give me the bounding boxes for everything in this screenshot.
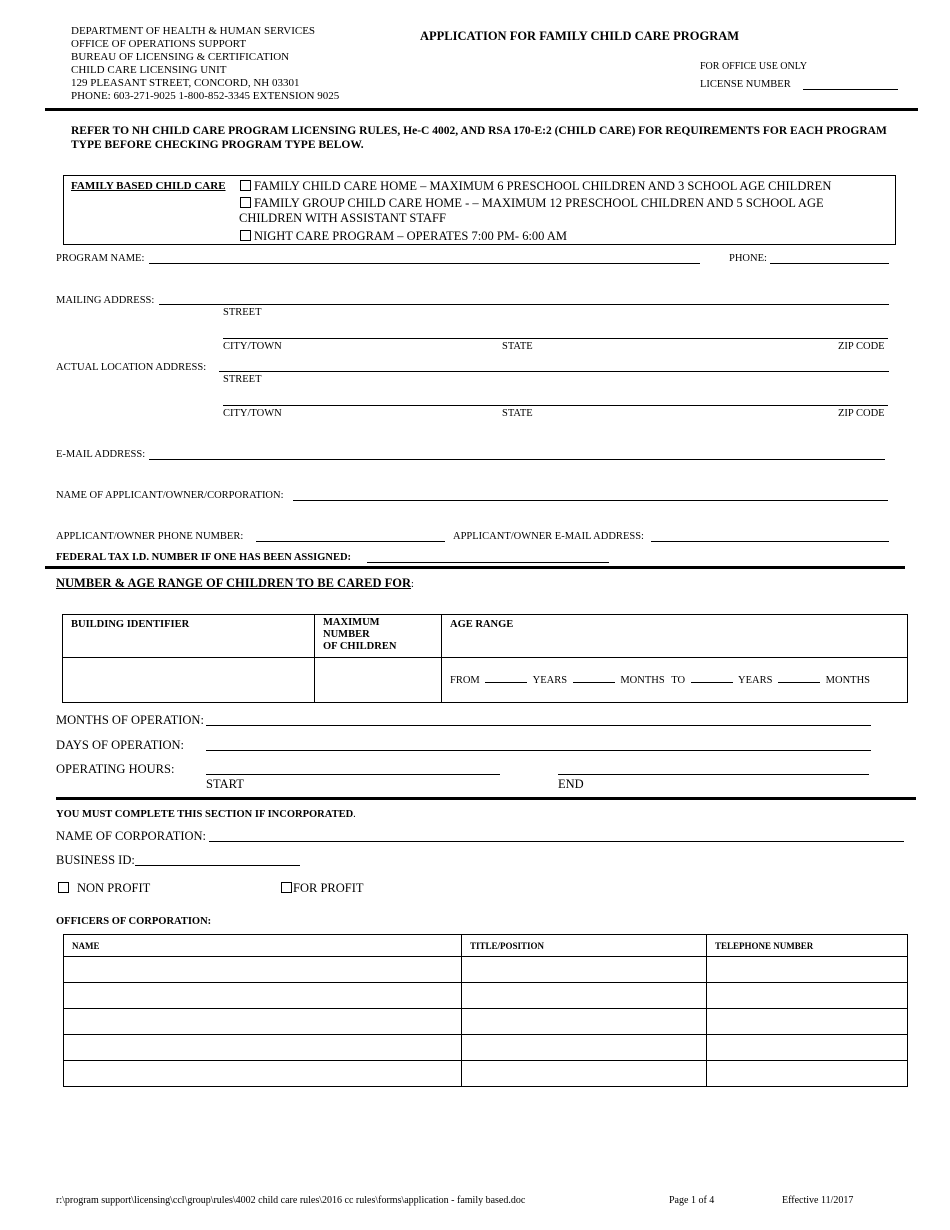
officer-name-cell[interactable] [64, 1009, 462, 1035]
option-family-group-child-care-home[interactable] [240, 196, 824, 211]
option-label: FAMILY GROUP CHILD CARE HOME - – MAXIMUM 12 PRESCHOOL CHILDREN AND 5 SCHOOL AGE [254, 196, 824, 210]
children-section-heading [56, 574, 414, 592]
footer-effective-date: Effective 11/2017 [782, 1195, 854, 1206]
option-night-care[interactable] [240, 229, 567, 244]
corporation-name-field[interactable] [209, 841, 904, 842]
officer-name-cell[interactable] [64, 957, 462, 983]
max-children-header-line: NUMBER [323, 629, 370, 640]
state-caption: STATE [502, 341, 533, 352]
address-line: OFFICE OF OPERATIONS SUPPORT [71, 38, 247, 50]
mailing-city-state-zip-field[interactable] [223, 338, 888, 339]
officer-name-cell[interactable] [64, 983, 462, 1009]
department-address-block [71, 25, 339, 103]
table-row [64, 1061, 908, 1087]
applicant-name-label: NAME OF APPLICANT/OWNER/CORPORATION: [56, 490, 284, 501]
corporation-heading [56, 804, 356, 822]
max-children-header-line: OF CHILDREN [323, 641, 397, 652]
address-line: BUREAU OF LICENSING & CERTIFICATION [71, 51, 290, 63]
officer-phone-cell[interactable] [707, 983, 908, 1009]
applicant-name-field[interactable] [293, 500, 888, 501]
from-label: FROM [450, 674, 480, 686]
table-row [64, 1009, 908, 1035]
officer-title-cell[interactable] [462, 1061, 707, 1087]
months-operation-label: MONTHS OF OPERATION: [56, 713, 204, 727]
end-caption: END [558, 777, 584, 791]
officer-title-cell[interactable] [462, 983, 707, 1009]
address-line: DEPARTMENT OF HEALTH & HUMAN SERVICES [71, 25, 316, 37]
for-profit-checkbox[interactable] [281, 882, 292, 893]
checkbox-night-care[interactable] [240, 230, 251, 241]
header-divider [45, 108, 918, 111]
applicant-phone-field[interactable] [256, 541, 445, 542]
children-heading-text: NUMBER & AGE RANGE OF CHILDREN TO BE CARED FOR [56, 576, 412, 590]
applicant-email-label: APPLICANT/OWNER E-MAIL ADDRESS: [453, 531, 644, 542]
non-profit-label: NON PROFIT [77, 881, 151, 895]
days-operation-label: DAYS OF OPERATION: [56, 738, 185, 752]
building-identifier-header: BUILDING IDENTIFIER [63, 615, 315, 658]
table-row [64, 1035, 908, 1061]
state-caption: STATE [502, 408, 533, 419]
years-label: YEARS [737, 674, 773, 686]
federal-tax-label: FEDERAL TAX I.D. NUMBER IF ONE HAS BEEN ASSIGNED: [56, 552, 352, 563]
street-caption: STREET [223, 374, 262, 385]
officer-title-header: TITLE/POSITION [462, 935, 707, 957]
license-number-field[interactable] [803, 89, 898, 90]
max-children-header [315, 615, 442, 658]
business-id-field[interactable] [135, 865, 300, 866]
to-label: TO [671, 674, 686, 686]
start-time-field[interactable] [206, 774, 500, 775]
family-based-label: FAMILY BASED CHILD CARE [71, 180, 226, 192]
business-id-label: BUSINESS ID: [56, 853, 135, 867]
checkbox-family-group-child-care-home[interactable] [240, 197, 251, 208]
section-divider [56, 797, 916, 800]
office-use-label: FOR OFFICE USE ONLY [700, 61, 808, 72]
refer-instructions: REFER TO NH CHILD CARE PROGRAM LICENSING RULES, He-C 4002, AND RSA 170-E:2 (CHILD CARE) FOR REQUIREMENTS FOR EACH PROGRAM TYPE BEFORE CHECKING PROGRAM TYPE BELOW. [71, 125, 887, 151]
from-years-field[interactable] [485, 682, 527, 683]
option-label: NIGHT CARE PROGRAM – OPERATES 7:00 PM- 6:00 AM [254, 229, 568, 243]
address-line: CHILD CARE LICENSING UNIT [71, 64, 227, 76]
footer-file-path: r:\program support\licensing\ccl\group\rules\4002 child care rules\2016 cc rules\forms\application - family based.doc [56, 1195, 526, 1206]
phone-field[interactable] [770, 263, 889, 264]
federal-tax-field[interactable] [367, 562, 609, 563]
license-number-label: LICENSE NUMBER [700, 79, 791, 90]
months-operation-field[interactable] [206, 725, 871, 726]
mailing-address-label: MAILING ADDRESS: [56, 295, 155, 306]
section-divider [45, 566, 905, 569]
zip-code-caption: ZIP CODE [838, 408, 885, 419]
start-caption: START [206, 777, 244, 791]
non-profit-option[interactable] [58, 881, 150, 896]
years-label: YEARS [532, 674, 568, 686]
officer-name-cell[interactable] [64, 1061, 462, 1087]
city-town-caption: CITY/TOWN [223, 341, 282, 352]
table-row [64, 983, 908, 1009]
officer-name-header: NAME [64, 935, 462, 957]
to-months-field[interactable] [778, 682, 820, 683]
age-range-cell [442, 658, 908, 703]
address-line: PHONE: 603-271-9025 1-800-852-3345 EXTENSION 9025 [71, 90, 340, 102]
city-town-caption: CITY/TOWN [223, 408, 282, 419]
officer-phone-cell[interactable] [707, 1035, 908, 1061]
program-name-field[interactable] [149, 263, 700, 264]
officer-phone-header: TELEPHONE NUMBER [707, 935, 908, 957]
corporation-heading-text: YOU MUST COMPLETE THIS SECTION IF INCORPORATED [56, 809, 354, 820]
to-years-field[interactable] [691, 682, 733, 683]
checkbox-family-child-care-home[interactable] [240, 180, 251, 191]
officer-phone-cell[interactable] [707, 1009, 908, 1035]
actual-location-label: ACTUAL LOCATION ADDRESS: [56, 362, 207, 373]
end-time-field[interactable] [558, 774, 869, 775]
for-profit-option[interactable] [281, 881, 364, 896]
non-profit-checkbox[interactable] [58, 882, 69, 893]
table-row [64, 957, 908, 983]
max-children-cell[interactable] [315, 658, 442, 703]
building-identifier-cell[interactable] [63, 658, 315, 703]
officer-phone-cell[interactable] [707, 1061, 908, 1087]
officer-name-cell[interactable] [64, 1035, 462, 1061]
children-table [62, 614, 908, 703]
applicant-phone-label: APPLICANT/OWNER PHONE NUMBER: [56, 531, 244, 542]
officer-title-cell[interactable] [462, 1035, 707, 1061]
officers-table [63, 934, 908, 1087]
months-label: MONTHS [825, 674, 871, 686]
footer-page-number: Page 1 of 4 [669, 1195, 715, 1206]
officers-heading: OFFICERS OF CORPORATION: [56, 916, 212, 927]
corporation-heading-tail: . [353, 809, 356, 820]
officer-title-cell[interactable] [462, 957, 707, 983]
option-family-child-care-home[interactable] [240, 179, 831, 194]
children-heading-tail: : [411, 579, 414, 590]
age-range-header: AGE RANGE [442, 615, 908, 658]
months-label: MONTHS [620, 674, 665, 686]
form-title: APPLICATION FOR FAMILY CHILD CARE PROGRAM [420, 29, 740, 43]
max-children-header-line: MAXIMUM [323, 617, 380, 628]
location-street-field[interactable] [219, 371, 889, 372]
applicant-email-field[interactable] [651, 541, 889, 542]
for-profit-label: FOR PROFIT [293, 881, 364, 895]
phone-label: PHONE: [729, 253, 767, 264]
program-name-label: PROGRAM NAME: [56, 253, 145, 264]
officer-phone-cell[interactable] [707, 957, 908, 983]
zip-code-caption: ZIP CODE [838, 341, 885, 352]
days-operation-field[interactable] [206, 750, 871, 751]
street-caption: STREET [223, 307, 262, 318]
option-label-continued: CHILDREN WITH ASSISTANT STAFF [239, 211, 446, 225]
email-label: E-MAIL ADDRESS: [56, 449, 146, 460]
option-label: FAMILY CHILD CARE HOME – MAXIMUM 6 PRESCHOOL CHILDREN AND 3 SCHOOL AGE CHILDREN [254, 179, 832, 193]
email-field[interactable] [149, 459, 885, 460]
location-city-state-zip-field[interactable] [223, 405, 888, 406]
operating-hours-label: OPERATING HOURS: [56, 762, 175, 776]
from-months-field[interactable] [573, 682, 615, 683]
corporation-name-label: NAME OF CORPORATION: [56, 829, 207, 843]
address-line: 129 PLEASANT STREET, CONCORD, NH 03301 [71, 77, 300, 89]
mailing-street-field[interactable] [159, 304, 889, 305]
officer-title-cell[interactable] [462, 1009, 707, 1035]
